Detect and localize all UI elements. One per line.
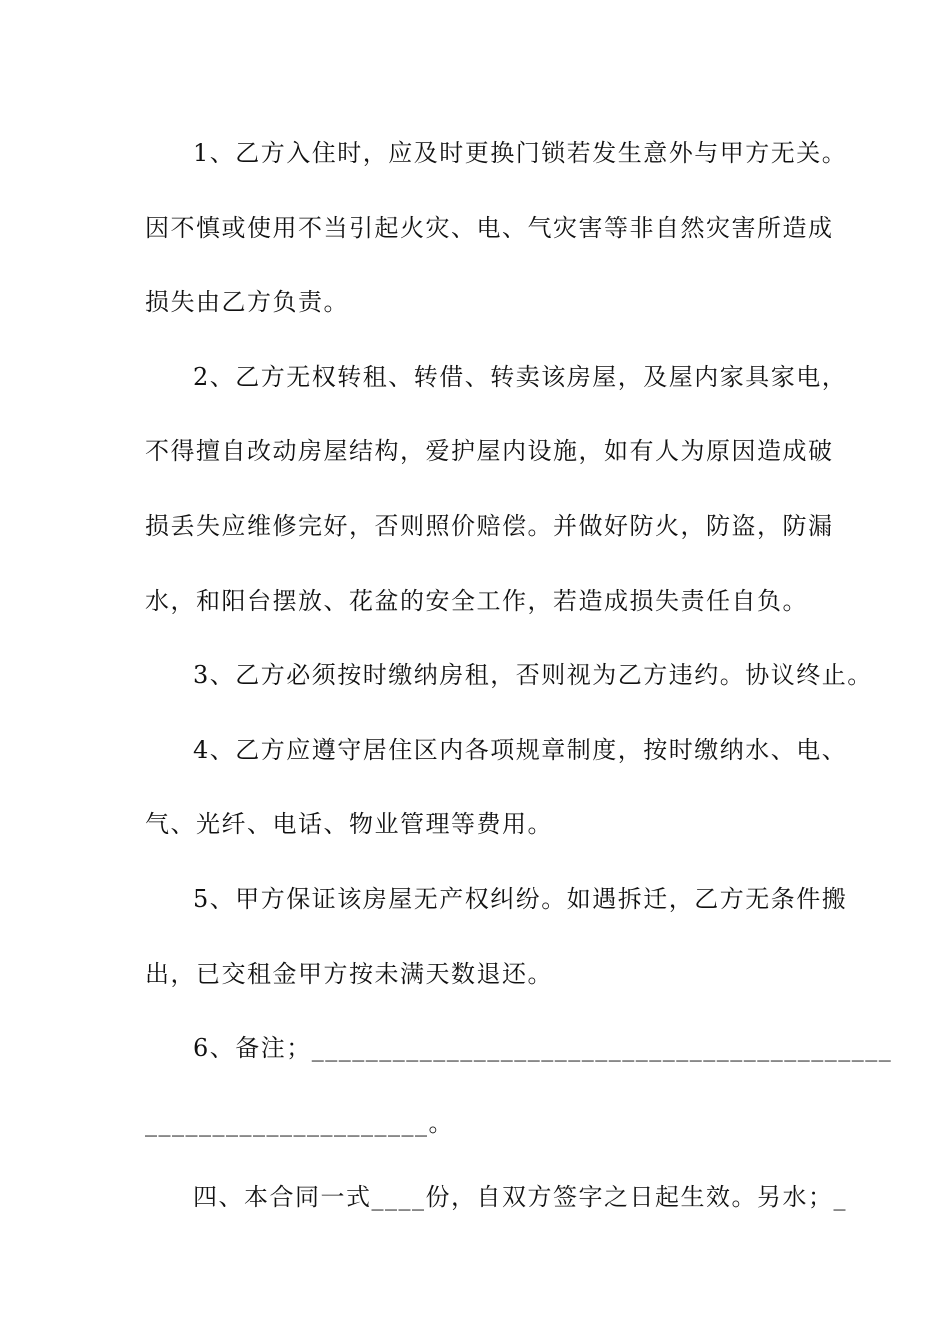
- clause-1-line-3: 损失由乙方负责。: [145, 288, 349, 317]
- clause-4-line-1: 4、乙方应遵守居住区内各项规章制度，按时缴纳水、电、: [193, 735, 848, 764]
- clause-6-remarks-line-2: _____________________。: [145, 1108, 454, 1137]
- clause-5-line-2: 出，已交租金甲方按未满天数退还。: [145, 959, 553, 988]
- section-4-line-1: 四、本合同一式____份，自双方签字之日起生效。另水；_: [193, 1183, 847, 1212]
- clause-2-line-1: 2、乙方无权转租、转借、转卖该房屋，及屋内家具家电，: [193, 362, 848, 391]
- clause-2-line-2: 不得擅自改动房屋结构，爱护屋内设施，如有人为原因造成破: [145, 437, 834, 466]
- clause-5-line-1: 5、甲方保证该房屋无产权纠纷。如遇拆迁，乙方无条件搬: [193, 884, 848, 913]
- clause-2-line-4: 水，和阳台摆放、花盆的安全工作，若造成损失责任自负。: [145, 586, 808, 615]
- clause-1-line-1: 1、乙方入住时，应及时更换门锁若发生意外与甲方无关。: [193, 139, 848, 167]
- contract-text-block: [145, 130, 893, 1249]
- clause-1-line-2: 因不慎或使用不当引起火灾、电、气灾害等非自然灾害所造成: [145, 213, 834, 242]
- clause-3-line-1: 3、乙方必须按时缴纳房租，否则视为乙方违约。协议终止。: [193, 661, 873, 690]
- clause-6-remarks-line-1: 6、备注；___________________________________________: [193, 1034, 893, 1063]
- clause-2-line-3: 损丢失应维修完好，否则照价赔偿。并做好防火，防盗，防漏: [145, 511, 834, 540]
- clause-4-line-2: 气、光纤、电话、物业管理等费用。: [145, 810, 553, 839]
